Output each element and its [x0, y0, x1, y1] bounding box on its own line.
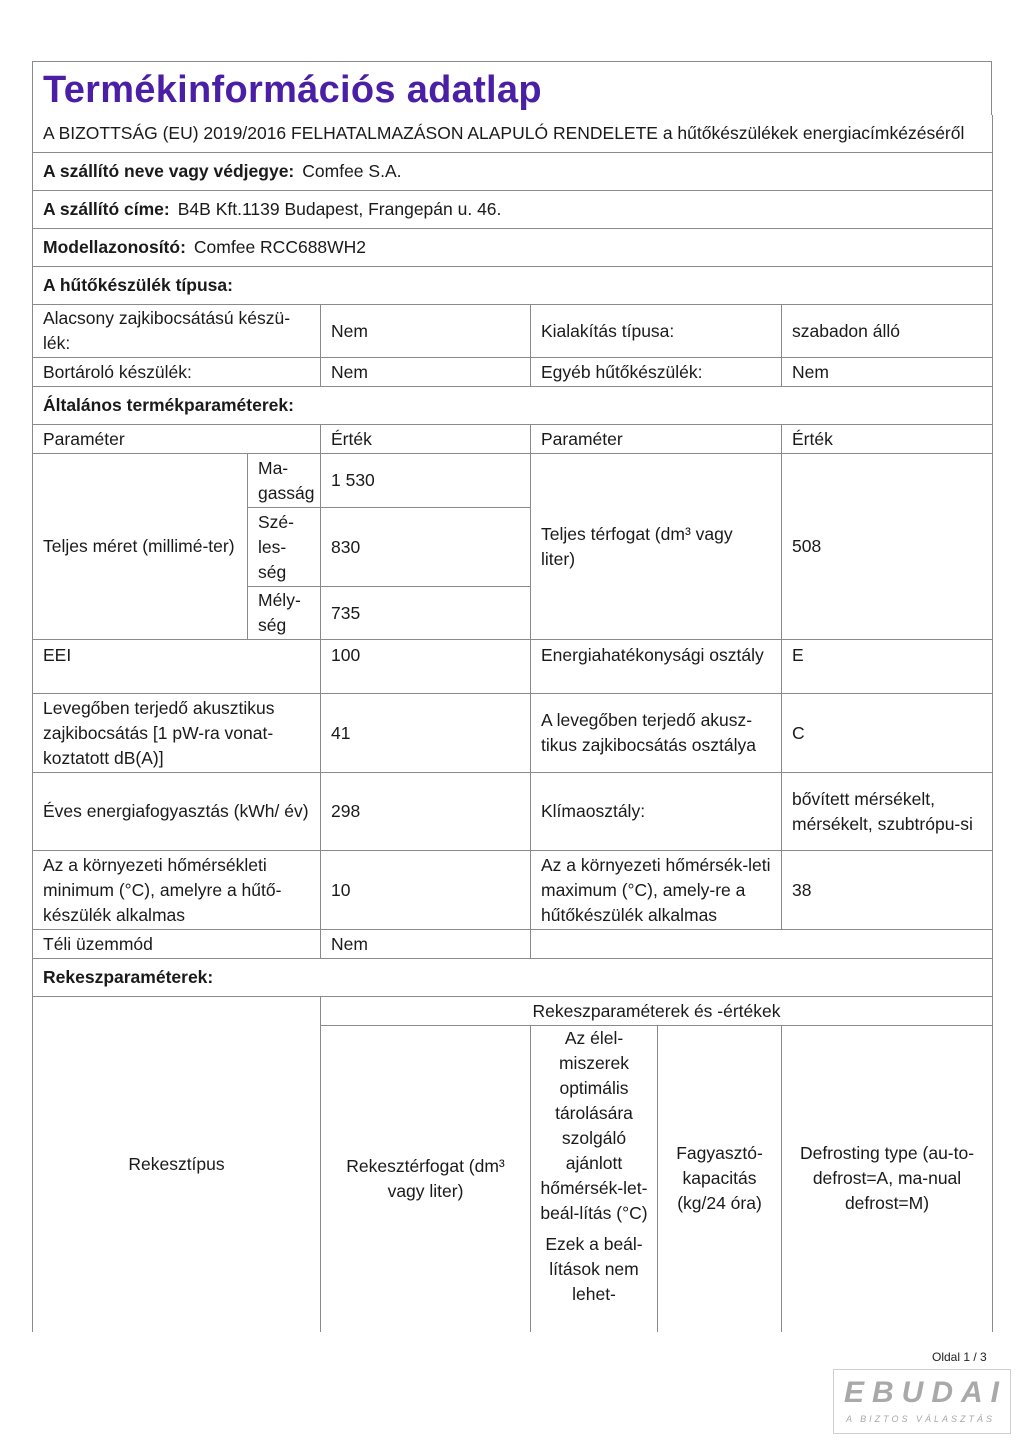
param-row	[33, 694, 993, 773]
width-value: 830	[321, 508, 531, 587]
type-value: Nem	[321, 305, 531, 358]
address-value: B4B Kft.1139 Budapest, Frangepán u. 46.	[177, 199, 502, 219]
compartment-defrost-header: Defrosting type (au-to-defrost=A, ma-nual defrost=M)	[782, 1026, 993, 1332]
size-label: Teljes méret (millimé-ter)	[33, 454, 248, 640]
param-label: Éves energiafogyasztás (kWh/ év)	[33, 773, 321, 851]
param-row	[33, 640, 993, 694]
winter-label: Téli üzemmód	[33, 930, 321, 959]
param-value: 298	[321, 773, 531, 851]
param-label-2: Az a környezeti hőmérsék-leti maximum (°C), amely-re a hűtőkészülék alkalmas	[531, 851, 782, 930]
address-label: A szállító címe:	[43, 199, 170, 219]
compartment-volume-header: Rekesztérfogat (dm³ vagy liter)	[321, 1026, 531, 1332]
winter-value: Nem	[321, 930, 531, 959]
type-label-2: Egyéb hűtőkészülék:	[531, 358, 782, 387]
param-value-2: bővített mérsékelt, mérsékelt, szubtrópu-si	[782, 773, 993, 851]
col-header-param-2: Paraméter	[531, 425, 782, 454]
compartment-temp-header	[531, 1026, 658, 1332]
col-header-value-2: Érték	[782, 425, 993, 454]
width-label: Szé-les-ség	[248, 508, 321, 587]
supplier-row	[33, 153, 993, 191]
page-title: Termékinformációs adatlap	[43, 69, 542, 111]
param-label: Az a környezeti hőmérsékleti minimum (°C), amelyre a hűtő-készülék alkalmas	[33, 851, 321, 930]
address-row	[33, 191, 993, 229]
type-heading: A hűtőkészülék típusa:	[33, 267, 993, 305]
temp-header-text: Az élel-miszerek optimális tárolására szolgáló ajánlott hőmérsék-let-beál-lítás (°C)	[540, 1028, 648, 1223]
depth-label: Mély-ség	[248, 587, 321, 640]
volume-label: Teljes térfogat (dm³ vagy liter)	[531, 454, 782, 640]
type-row	[33, 305, 993, 358]
type-label-2: Kialakítás típusa:	[531, 305, 782, 358]
winter-empty	[531, 930, 993, 959]
param-label: Levegőben terjedő akusztikus zajkibocsátás [1 pW-ra vonat-koztatott dB(A)]	[33, 694, 321, 773]
param-label-2: Energiahatékonysági osztály	[531, 640, 782, 694]
param-value: 10	[321, 851, 531, 930]
type-label: Bortároló készülék:	[33, 358, 321, 387]
page-value: 1 / 3	[963, 1350, 987, 1364]
param-value: 100	[321, 640, 531, 694]
compartment-freeze-header: Fagyasztó-kapacitás (kg/24 óra)	[658, 1026, 782, 1332]
col-header-value: Érték	[321, 425, 531, 454]
type-value-2: Nem	[782, 358, 993, 387]
param-value-2: C	[782, 694, 993, 773]
supplier-value: Comfee S.A.	[302, 161, 402, 181]
depth-value: 735	[321, 587, 531, 640]
height-value: 1 530	[321, 454, 531, 508]
supplier-label: A szállító neve vagy védjegye:	[43, 161, 295, 181]
datasheet	[32, 61, 992, 1332]
logo-tagline: A BIZTOS VÁLASZTÁS	[846, 1414, 996, 1424]
logo-name: EBUDAI	[844, 1376, 1008, 1409]
param-value-2: 38	[782, 851, 993, 930]
volume-value: 508	[782, 454, 993, 640]
winter-row	[33, 930, 993, 959]
param-label: EEI	[33, 640, 321, 694]
col-header-param: Paraméter	[33, 425, 321, 454]
compartment-type-header: Rekesztípus	[33, 997, 321, 1332]
param-row	[33, 851, 993, 930]
param-row	[33, 773, 993, 851]
compartment-group-header: Rekeszparaméterek és -értékek	[321, 997, 993, 1026]
param-value-2: E	[782, 640, 993, 694]
page-label: Oldal	[932, 1350, 961, 1364]
compartment-heading: Rekeszparaméterek:	[33, 959, 993, 997]
type-value: Nem	[321, 358, 531, 387]
model-row	[33, 229, 993, 267]
model-label: Modellazonosító:	[43, 237, 186, 257]
general-heading: Általános termékparaméterek:	[33, 387, 993, 425]
param-label-2: Klímaosztály:	[531, 773, 782, 851]
type-label: Alacsony zajkibocsátású készü-lék:	[33, 305, 321, 358]
param-label-2: A levegőben terjedő akusz-tikus zajkibocsátás osztálya	[531, 694, 782, 773]
column-header-row	[33, 425, 993, 454]
height-label: Ma-gasság	[248, 454, 321, 508]
regulation-subtitle: A BIZOTTSÁG (EU) 2019/2016 FELHATALMAZÁSON ALAPULÓ RENDELETE a hűtőkészülékek energiacímkézéséről	[33, 115, 993, 153]
temp-header-note: Ezek a beál-lítások nem lehet-	[545, 1234, 643, 1304]
ebudai-logo	[833, 1369, 1011, 1434]
datasheet-table	[32, 115, 993, 1332]
page-number	[932, 1350, 987, 1364]
param-value: 41	[321, 694, 531, 773]
title-box	[32, 61, 992, 115]
type-value-2: szabadon álló	[782, 305, 993, 358]
type-row	[33, 358, 993, 387]
model-value: Comfee RCC688WH2	[193, 237, 367, 257]
